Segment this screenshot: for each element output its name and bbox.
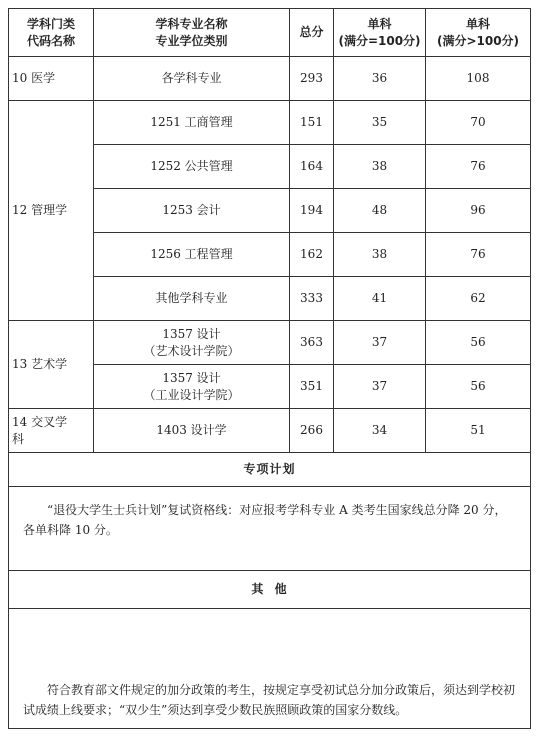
score-table	[8, 8, 531, 729]
total-cell: 151	[290, 101, 334, 145]
table-row	[9, 321, 531, 365]
single-100-cell: 38	[334, 233, 426, 277]
table-row	[9, 57, 531, 101]
total-cell: 363	[290, 321, 334, 365]
single-100-cell: 35	[334, 101, 426, 145]
single-100-cell: 48	[334, 189, 426, 233]
header-row	[9, 9, 531, 57]
header-single-100: 单科 (满分=100分)	[334, 9, 426, 57]
special-plan-title: 专项计划	[9, 453, 531, 487]
major-cell: 各学科专业	[94, 57, 290, 101]
other-header-row	[9, 571, 531, 609]
total-cell: 266	[290, 409, 334, 453]
total-cell: 351	[290, 365, 334, 409]
total-cell: 164	[290, 145, 334, 189]
category-cell: 12 管理学	[9, 101, 94, 321]
table-row	[9, 409, 531, 453]
major-cell: 1252 公共管理	[94, 145, 290, 189]
single-100plus-cell: 96	[426, 189, 531, 233]
single-100plus-cell: 51	[426, 409, 531, 453]
single-100plus-cell: 108	[426, 57, 531, 101]
single-100plus-cell: 56	[426, 365, 531, 409]
major-cell: 1256 工程管理	[94, 233, 290, 277]
special-plan-row	[9, 487, 531, 571]
single-100plus-cell: 76	[426, 233, 531, 277]
major-cell: 1253 会计	[94, 189, 290, 233]
total-cell: 194	[290, 189, 334, 233]
single-100plus-cell: 62	[426, 277, 531, 321]
total-cell: 162	[290, 233, 334, 277]
special-plan-text: “退役大学生士兵计划”复试资格线：对应报考学科专业 A 类考生国家线总分降 20 分，各单科降 10 分。	[9, 487, 531, 571]
major-cell: 1403 设计学	[94, 409, 290, 453]
category-cell: 13 艺术学	[9, 321, 94, 409]
major-cell: 1357 设计 （艺术设计学院）	[94, 321, 290, 365]
header-total: 总分	[290, 9, 334, 57]
single-100-cell: 41	[334, 277, 426, 321]
major-cell: 其他学科专业	[94, 277, 290, 321]
single-100-cell: 37	[334, 321, 426, 365]
total-cell: 333	[290, 277, 334, 321]
other-title: 其 他	[9, 571, 531, 609]
special-plan-header-row	[9, 453, 531, 487]
header-category: 学科门类 代码名称	[9, 9, 94, 57]
single-100-cell: 36	[334, 57, 426, 101]
other-text: 符合教育部文件规定的加分政策的考生，按规定享受初试总分加分政策后，须达到学校初试成绩上线要求；“双少生”须达到享受少数民族照顾政策的国家分数线。	[9, 609, 531, 729]
single-100-cell: 34	[334, 409, 426, 453]
total-cell: 293	[290, 57, 334, 101]
category-cell: 10 医学	[9, 57, 94, 101]
single-100-cell: 37	[334, 365, 426, 409]
single-100-cell: 38	[334, 145, 426, 189]
table-row	[9, 101, 531, 145]
major-cell: 1357 设计 （工业设计学院）	[94, 365, 290, 409]
single-100plus-cell: 70	[426, 101, 531, 145]
single-100plus-cell: 56	[426, 321, 531, 365]
single-100plus-cell: 76	[426, 145, 531, 189]
category-cell: 14 交叉学 科	[9, 409, 94, 453]
other-row	[9, 609, 531, 729]
major-cell: 1251 工商管理	[94, 101, 290, 145]
header-single-100plus: 单科 (满分>100分)	[426, 9, 531, 57]
header-major: 学科专业名称 专业学位类别	[94, 9, 290, 57]
